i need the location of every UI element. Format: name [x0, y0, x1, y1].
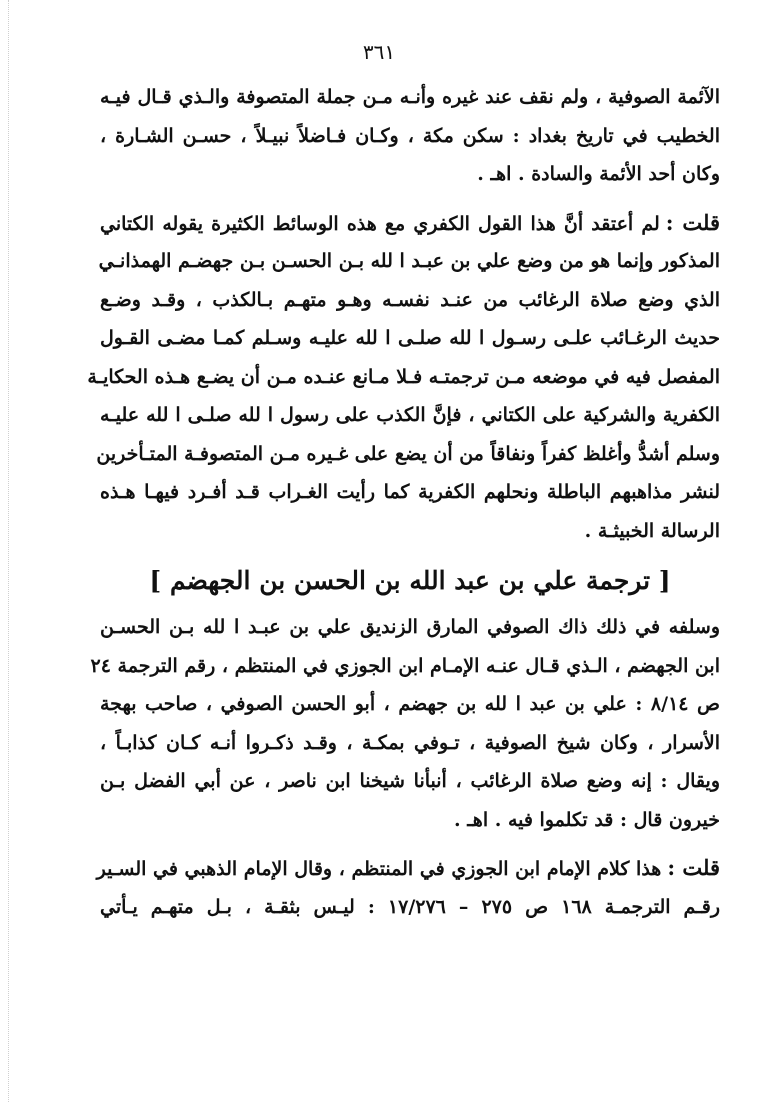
- qult-label: قلت :: [665, 209, 720, 235]
- paragraph-2: [87, 204, 720, 551]
- text-line: [100, 204, 720, 243]
- text-line: الآئمة الصوفية ، ولم نقف عند غيره وأنـه مـن جملة المتصوفة والـذي قـال فيـه: [100, 86, 720, 108]
- paragraph-4: [96, 849, 721, 926]
- text-line: خيرون قال : قد تكلموا فيه . اهـ .: [454, 808, 720, 831]
- text-line: ابن الجهضم ، الـذي قـال عنـه الإمـام ابن الجوزي في المنتظم ، رقم الترجمة ٢٤: [90, 654, 720, 677]
- text-line: ويقال : إنه وضع صلاة الرغائب ، أنبأنا شيخنا ابن ناصر ، عن أبي الفضل بـن: [100, 770, 720, 792]
- text-line-body: هذا كلام الإمام ابن الجوزي في المنتظم ، وقال الإمام الذهبي في السـير: [96, 858, 662, 880]
- section-heading: [ ترجمة علي بن عبد الله بن الحسن بن الجهضم ]: [149, 566, 671, 595]
- text-line: الأسرار ، وكان شيخ الصوفية ، تـوفي بمكـة ، وقـد ذكـروا أنـه كـان كذابـاً ،: [100, 731, 720, 754]
- scan-edge-rule: [8, 0, 9, 1102]
- text-line: حديث الرغـائب علـى رسـول ا لله صلـى ا لله عليـه وسـلم كمـا مضـى القـول: [100, 327, 720, 349]
- page-number: ٣٦١: [362, 40, 396, 64]
- text-line: الرسالة الخبيثـة .: [584, 519, 720, 542]
- text-line: الذي وضع صلاة الرغائب من عنـد نفسـه وهـو متهـم بـالكذب ، وقـد وضـع: [100, 288, 720, 311]
- qult-label: قلت :: [667, 855, 720, 880]
- text-line: ص ٨/١٤ : علي بن عبد ا لله بن جهضم ، أبو الحسن الصوفي ، صاحب بهجة: [100, 693, 721, 715]
- text-line: لنشر مذاهبهم الباطلة ونحلهم الكفرية كما رأيت الغـراب قـد أفـرد فيهـا هـذه: [100, 481, 720, 503]
- page-body: [87, 78, 721, 926]
- text-line: وسلم أشدُّ وأغلظ كفراً ونفاقاً من أن يضع على غـيره مـن المتصوفـة المتـأخرين: [96, 442, 720, 465]
- text-line: [96, 849, 720, 888]
- text-line: المفصل فيه في موضعه مـن ترجمتـه فـلا مـانع عنـده مـن أن يضـع هـذه الحكايـة: [87, 365, 720, 388]
- paragraph-3: [90, 608, 721, 839]
- paragraph-1: [100, 78, 720, 194]
- text-line-body: لم أعتقد أنَّ هذا القول الكفري مع هذه الوسائط الكثيرة يقوله الكتاني: [100, 212, 660, 235]
- text-line: المذكور وإنما هو من وضع علي بن عبـد ا لله بـن الحسـن بـن جهضـم الهمذانـي: [98, 250, 720, 272]
- text-line: الكفرية والشركية على الكتاني ، فإنَّ الكذب على رسول ا لله صلـى ا لله عليـه: [100, 404, 720, 426]
- text-line: الخطيب في تاريخ بغداد : سكن مكة ، وكـان فـاضلاً نبيـلاً ، حسـن الشـارة ،: [100, 124, 720, 147]
- text-line: وكان أحد الأئمة والسادة . اهـ .: [477, 163, 720, 185]
- text-line: وسلفه في ذلك ذاك الصوفي المارق الزنديق علي بن عبـد ا لله بـن الحسـن: [100, 616, 720, 638]
- text-line: رقـم الترجمـة ١٦٨ ص ٢٧٥ – ١٧/٢٧٦ : ليـس بثقـة ، بـل متهـم يـأتي: [100, 895, 721, 918]
